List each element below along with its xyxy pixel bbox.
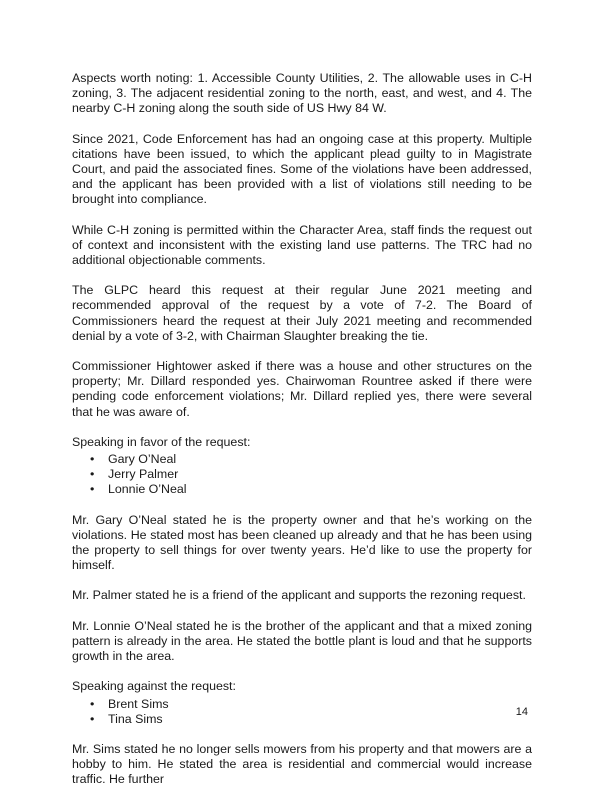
list-item: • Tina Sims [108, 712, 532, 727]
list-item: • Gary O’Neal [108, 452, 532, 467]
paragraph-palmer: Mr. Palmer stated he is a friend of the applicant and supports the rezoning request. [72, 588, 526, 603]
against-speaker-list [72, 697, 532, 727]
page-number: 14 [515, 706, 528, 718]
favor-speaker-list [72, 452, 532, 498]
paragraph-character-area: While C-H zoning is permitted within the Character Area, staff finds the request out of context and inconsistent with the existing land use patterns. The TRC had no additional objectionable comments. [72, 222, 532, 268]
list-item: • Jerry Palmer [108, 467, 532, 482]
paragraph-lonnie-oneal: Mr. Lonnie O’Neal stated he is the brother of the applicant and that a mixed zoning pattern is already in the area. He stated the bottle plant is loud and that he supports growth in the area. [72, 618, 532, 664]
list-item: • Lonnie O’Neal [108, 482, 532, 497]
against-heading: Speaking against the request: [72, 679, 236, 694]
list-item: • Brent Sims [108, 697, 532, 712]
paragraph-commissioner-questions: Commissioner Hightower asked if there was a house and other structures on the property; Mr. Dillard responded yes. Chairwoman Rountree asked if there were pending code enforcement violations; Mr. Dillard replied yes, there were several that he was aware of. [72, 359, 532, 419]
paragraph-glpc-vote: The GLPC heard this request at their regular June 2021 meeting and recommended approval of the request by a vote of 7-2. The Board of Commissioners heard the request at their July 2021 meeting and recommended denial by a vote of 3-2, with Chairman Slaughter breaking the tie. [72, 283, 532, 343]
page-body [72, 71, 532, 803]
paragraph-gary-oneal: Mr. Gary O’Neal stated he is the property owner and that he’s working on the violations. He stated most has been cleaned up already and that he has been using the property to sell things for over twenty years. He’d like to use the property for himself. [72, 512, 532, 573]
favor-heading: Speaking in favor of the request: [72, 434, 251, 449]
paragraph-code-enforcement: Since 2021, Code Enforcement has had an ongoing case at this property. Multiple citations have been issued, to which the applicant plead guilty to in Magistrate Court, and paid the associated fines. Some of the violations have been addressed, and the applicant has been provided with a list of violations still needing to be brought into compliance. [72, 131, 532, 207]
paragraph-aspects: Aspects worth noting: 1. Accessible County Utilities, 2. The allowable uses in C-H zoning, 3. The adjacent residential zoning to the north, east, and west, and 4. The nearby C-H zoning along the south side of US Hwy 84 W. [72, 71, 532, 116]
paragraph-sims: Mr. Sims stated he no longer sells mowers from his property and that mowers are a hobby to him. He stated the area is residential and commercial would increase traffic. He further [72, 741, 532, 787]
